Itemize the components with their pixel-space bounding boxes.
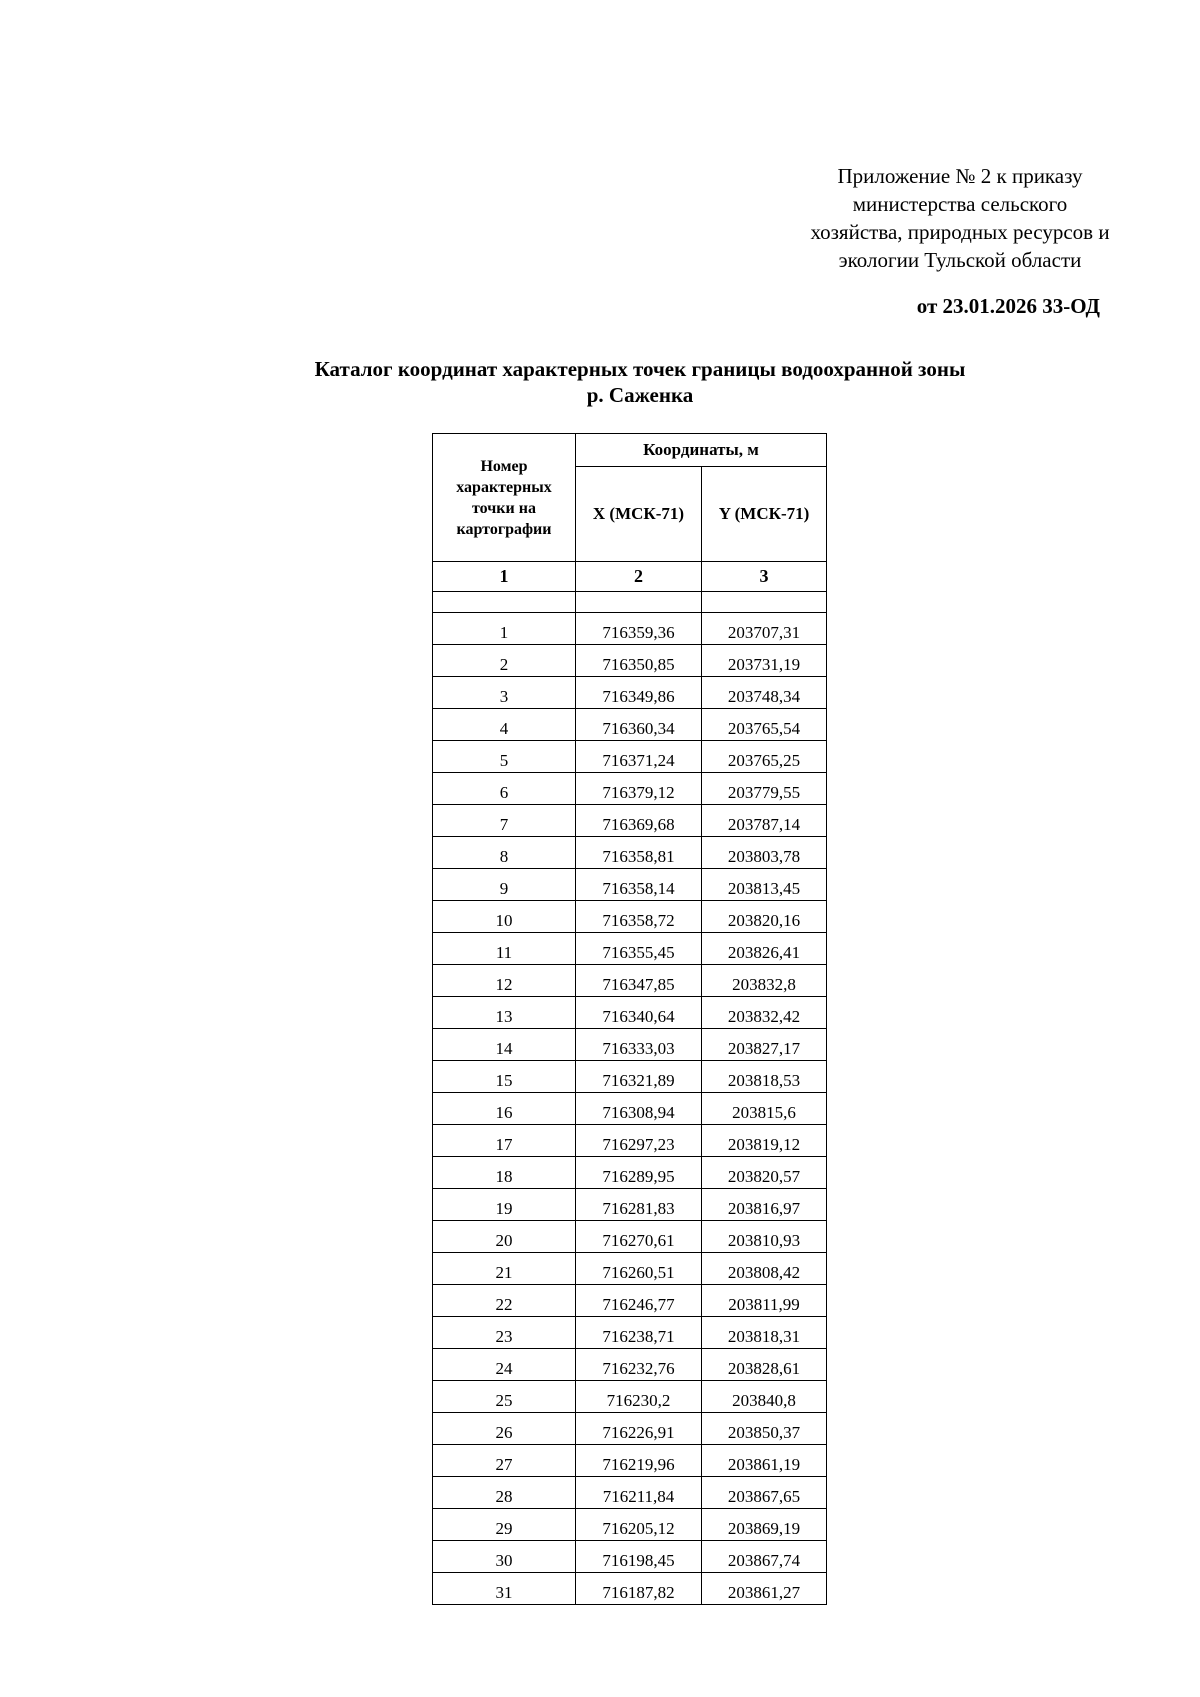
cell-point-number: 2 — [433, 645, 576, 677]
header-point-number: Номер характерных точки на картографии — [433, 434, 576, 562]
table-row — [433, 837, 827, 869]
cell-y: 203840,8 — [702, 1381, 827, 1413]
cell-x: 716297,23 — [576, 1125, 702, 1157]
document-title — [200, 356, 1080, 408]
table-row — [433, 677, 827, 709]
cell-x: 716359,36 — [576, 613, 702, 645]
cell-y: 203827,17 — [702, 1029, 827, 1061]
appendix-reference — [790, 162, 1130, 274]
table-row — [433, 1157, 827, 1189]
cell-point-number: 7 — [433, 805, 576, 837]
table-row — [433, 933, 827, 965]
cell-point-number: 12 — [433, 965, 576, 997]
appendix-line: хозяйства, природных ресурсов и — [810, 220, 1110, 244]
cell-y: 203869,19 — [702, 1509, 827, 1541]
cell-point-number: 26 — [433, 1413, 576, 1445]
cell-x: 716371,24 — [576, 741, 702, 773]
cell-y: 203816,97 — [702, 1189, 827, 1221]
cell-y: 203861,19 — [702, 1445, 827, 1477]
cell-x: 716238,71 — [576, 1317, 702, 1349]
cell-x: 716349,86 — [576, 677, 702, 709]
table-row — [433, 1541, 827, 1573]
cell-x: 716205,12 — [576, 1509, 702, 1541]
table-row — [433, 613, 827, 645]
cell-x: 716358,72 — [576, 901, 702, 933]
cell-point-number: 4 — [433, 709, 576, 741]
cell-x: 716308,94 — [576, 1093, 702, 1125]
table-row — [433, 869, 827, 901]
cell-y: 203826,41 — [702, 933, 827, 965]
cell-x: 716340,64 — [576, 997, 702, 1029]
table-row — [433, 645, 827, 677]
column-number: 3 — [702, 562, 827, 592]
cell-y: 203765,25 — [702, 741, 827, 773]
title-line-1: Каталог координат характерных точек границы водоохранной зоны — [314, 357, 966, 381]
table-row — [433, 773, 827, 805]
cell-y: 203810,93 — [702, 1221, 827, 1253]
cell-y: 203748,34 — [702, 677, 827, 709]
table-row — [433, 997, 827, 1029]
cell-x: 716226,91 — [576, 1413, 702, 1445]
cell-x: 716281,83 — [576, 1189, 702, 1221]
cell-y: 203850,37 — [702, 1413, 827, 1445]
cell-point-number: 14 — [433, 1029, 576, 1061]
cell-x: 716355,45 — [576, 933, 702, 965]
cell-y: 203765,54 — [702, 709, 827, 741]
table-row — [433, 1189, 827, 1221]
cell-point-number: 21 — [433, 1253, 576, 1285]
table-row — [433, 1253, 827, 1285]
cell-point-number: 9 — [433, 869, 576, 901]
cell-y: 203820,16 — [702, 901, 827, 933]
cell-point-number: 30 — [433, 1541, 576, 1573]
cell-y: 203819,12 — [702, 1125, 827, 1157]
cell-point-number: 29 — [433, 1509, 576, 1541]
table-row — [433, 1125, 827, 1157]
table-row — [433, 741, 827, 773]
cell-x: 716347,85 — [576, 965, 702, 997]
table-row — [433, 1061, 827, 1093]
cell-point-number: 3 — [433, 677, 576, 709]
cell-x: 716321,89 — [576, 1061, 702, 1093]
cell-point-number: 20 — [433, 1221, 576, 1253]
cell-x: 716369,68 — [576, 805, 702, 837]
cell-x: 716379,12 — [576, 773, 702, 805]
cell-y: 203867,65 — [702, 1477, 827, 1509]
cell-point-number: 27 — [433, 1445, 576, 1477]
column-number: 2 — [576, 562, 702, 592]
cell-x: 716358,14 — [576, 869, 702, 901]
cell-y: 203787,14 — [702, 805, 827, 837]
cell-x: 716358,81 — [576, 837, 702, 869]
cell-y: 203779,55 — [702, 773, 827, 805]
cell-point-number: 5 — [433, 741, 576, 773]
cell-y: 203861,27 — [702, 1573, 827, 1605]
cell-point-number: 18 — [433, 1157, 576, 1189]
cell-point-number: 16 — [433, 1093, 576, 1125]
table-body — [433, 613, 827, 1605]
order-date: от 23.01.2026 33-ОД — [916, 294, 1100, 318]
cell-y: 203832,42 — [702, 997, 827, 1029]
cell-x: 716198,45 — [576, 1541, 702, 1573]
table-row — [433, 1509, 827, 1541]
header-y: Y (МСК-71) — [702, 467, 827, 562]
column-number: 1 — [433, 562, 576, 592]
table-row — [433, 1093, 827, 1125]
header-coordinates: Координаты, м — [576, 434, 827, 467]
table-row — [433, 1317, 827, 1349]
cell-y: 203818,31 — [702, 1317, 827, 1349]
cell-point-number: 8 — [433, 837, 576, 869]
cell-x: 716260,51 — [576, 1253, 702, 1285]
cell-y: 203828,61 — [702, 1349, 827, 1381]
cell-x: 716211,84 — [576, 1477, 702, 1509]
cell-x: 716230,2 — [576, 1381, 702, 1413]
table-row — [433, 965, 827, 997]
cell-y: 203707,31 — [702, 613, 827, 645]
table-row — [433, 1477, 827, 1509]
cell-point-number: 15 — [433, 1061, 576, 1093]
table-row — [433, 1413, 827, 1445]
cell-y: 203813,45 — [702, 869, 827, 901]
cell-y: 203820,57 — [702, 1157, 827, 1189]
cell-point-number: 1 — [433, 613, 576, 645]
table-row — [433, 901, 827, 933]
cell-x: 716219,96 — [576, 1445, 702, 1477]
cell-point-number: 13 — [433, 997, 576, 1029]
cell-y: 203815,6 — [702, 1093, 827, 1125]
cell-y: 203808,42 — [702, 1253, 827, 1285]
cell-point-number: 6 — [433, 773, 576, 805]
cell-point-number: 10 — [433, 901, 576, 933]
table-row — [433, 1349, 827, 1381]
cell-point-number: 24 — [433, 1349, 576, 1381]
cell-point-number: 19 — [433, 1189, 576, 1221]
appendix-line: министерства сельского — [852, 192, 1068, 216]
cell-y: 203731,19 — [702, 645, 827, 677]
cell-x: 716246,77 — [576, 1285, 702, 1317]
cell-point-number: 11 — [433, 933, 576, 965]
appendix-line: экологии Тульской области — [838, 248, 1082, 272]
cell-x: 716187,82 — [576, 1573, 702, 1605]
appendix-line: Приложение № 2 к приказу — [837, 164, 1083, 188]
cell-x: 716360,34 — [576, 709, 702, 741]
table-row — [433, 1285, 827, 1317]
cell-y: 203818,53 — [702, 1061, 827, 1093]
table-row — [433, 1445, 827, 1477]
cell-point-number: 17 — [433, 1125, 576, 1157]
table-row — [433, 1381, 827, 1413]
cell-x: 716289,95 — [576, 1157, 702, 1189]
cell-y: 203803,78 — [702, 837, 827, 869]
cell-x: 716232,76 — [576, 1349, 702, 1381]
table-row — [433, 709, 827, 741]
cell-y: 203867,74 — [702, 1541, 827, 1573]
spacer-row — [433, 592, 827, 613]
table-row — [433, 805, 827, 837]
table-row — [433, 1029, 827, 1061]
table-row — [433, 1573, 827, 1605]
cell-y: 203832,8 — [702, 965, 827, 997]
coordinates-table — [432, 433, 827, 1605]
cell-point-number: 23 — [433, 1317, 576, 1349]
cell-point-number: 31 — [433, 1573, 576, 1605]
table-row — [433, 1221, 827, 1253]
header-x: X (МСК-71) — [576, 467, 702, 562]
title-line-2: р. Саженка — [586, 383, 694, 407]
cell-point-number: 22 — [433, 1285, 576, 1317]
cell-y: 203811,99 — [702, 1285, 827, 1317]
cell-point-number: 25 — [433, 1381, 576, 1413]
cell-x: 716270,61 — [576, 1221, 702, 1253]
cell-point-number: 28 — [433, 1477, 576, 1509]
cell-x: 716350,85 — [576, 645, 702, 677]
cell-x: 716333,03 — [576, 1029, 702, 1061]
